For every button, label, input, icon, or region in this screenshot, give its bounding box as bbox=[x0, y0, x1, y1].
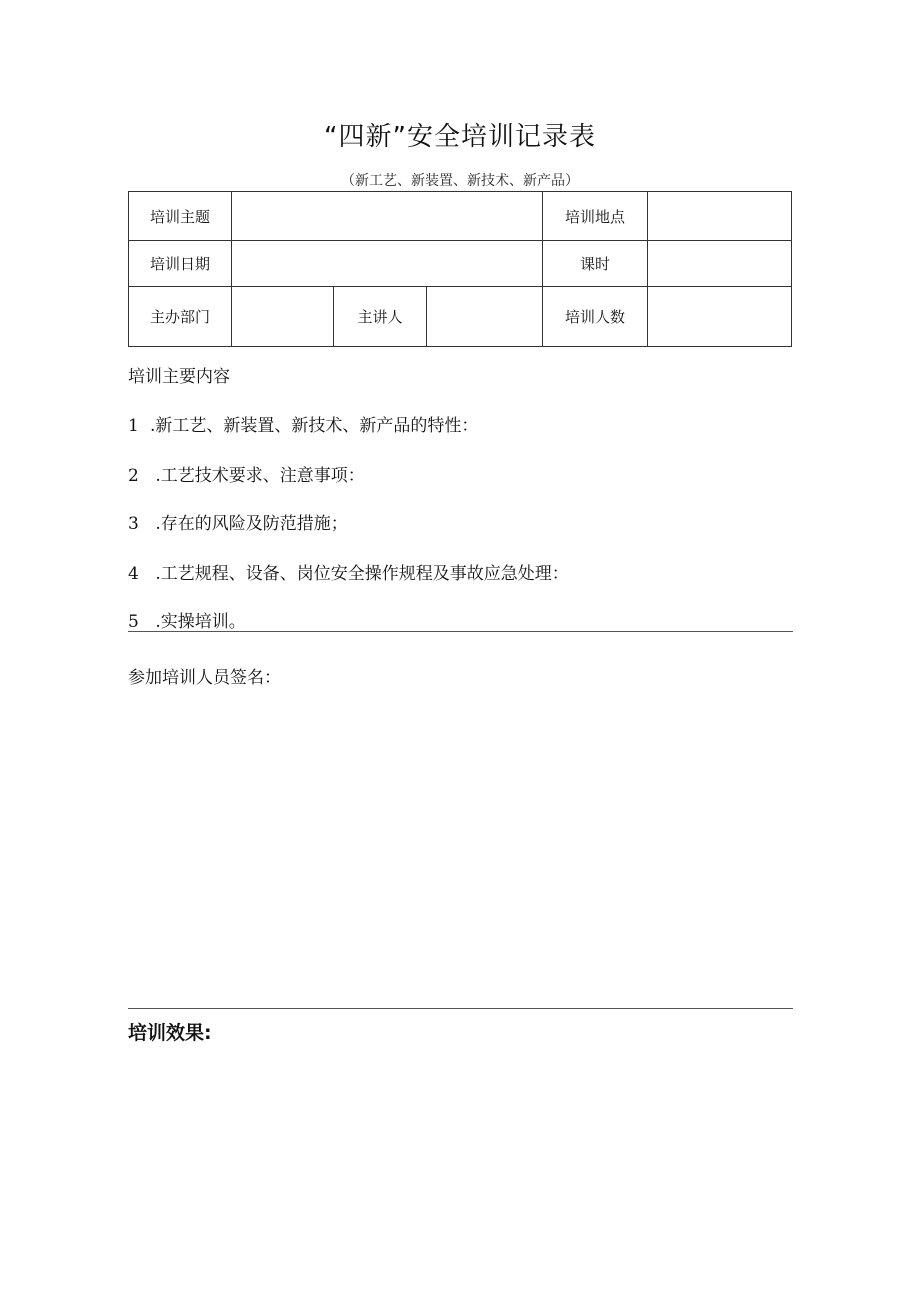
content-item-number: 4 bbox=[128, 564, 139, 584]
signature-area[interactable] bbox=[128, 695, 793, 1005]
signature-heading: 参加培训人员签名： bbox=[128, 668, 281, 688]
content-item-number: 1 bbox=[128, 416, 139, 436]
content-item-text: .工艺规程、设备、岗位安全操作规程及事故应急处理： bbox=[150, 564, 569, 584]
content-heading: 培训主要内容 bbox=[128, 367, 230, 387]
effect-heading: 培训效果: bbox=[128, 1022, 212, 1044]
topic-label: 培训主题 bbox=[129, 192, 232, 241]
speaker-field[interactable] bbox=[427, 287, 543, 347]
content-item bbox=[128, 411, 478, 436]
content-item bbox=[128, 461, 365, 486]
effect-area[interactable] bbox=[128, 1050, 793, 1270]
attendees-label: 培训人数 bbox=[543, 287, 648, 347]
content-item-text: .存在的风险及防范措施； bbox=[150, 514, 348, 534]
table-row bbox=[129, 192, 792, 241]
content-item-number: 3 bbox=[128, 514, 139, 534]
date-field[interactable] bbox=[232, 241, 543, 287]
content-item-number: 2 bbox=[128, 466, 139, 486]
content-item-text: .新工艺、新装置、新技术、新产品的特性： bbox=[150, 416, 479, 436]
location-field[interactable] bbox=[648, 192, 792, 241]
signature-divider bbox=[128, 1008, 793, 1009]
date-label: 培训日期 bbox=[129, 241, 232, 287]
content-item bbox=[128, 607, 246, 632]
document-subtitle: （新工艺、新装置、新技术、新产品） bbox=[341, 173, 579, 189]
content-item bbox=[128, 509, 348, 534]
topic-field[interactable] bbox=[232, 192, 543, 241]
content-item-text: .实操培训。 bbox=[150, 612, 246, 632]
table-row bbox=[129, 287, 792, 347]
attendees-field[interactable] bbox=[648, 287, 792, 347]
training-info-table bbox=[128, 191, 792, 347]
department-label: 主办部门 bbox=[129, 287, 232, 347]
department-field[interactable] bbox=[232, 287, 334, 347]
document-title: “四新”安全培训记录表 bbox=[324, 122, 596, 152]
content-item bbox=[128, 559, 569, 584]
content-divider bbox=[128, 631, 793, 632]
content-item-text: .工艺技术要求、注意事项： bbox=[150, 466, 365, 486]
location-label: 培训地点 bbox=[543, 192, 648, 241]
speaker-label: 主讲人 bbox=[334, 287, 427, 347]
content-item-number: 5 bbox=[128, 612, 139, 632]
hours-label: 课时 bbox=[543, 241, 648, 287]
table-row bbox=[129, 241, 792, 287]
hours-field[interactable] bbox=[648, 241, 792, 287]
